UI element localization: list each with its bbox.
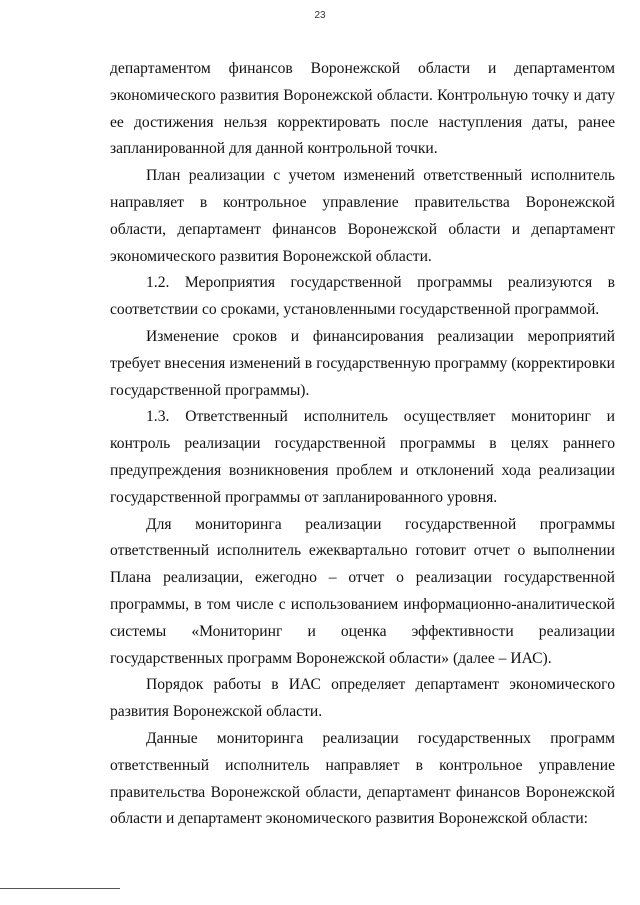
paragraph-3: 1.2. Мероприятия государственной программы реализуются в соответствии со сроками, установленными государственной программой. <box>110 274 615 319</box>
page-number: 23 <box>314 10 326 21</box>
paragraph-6: Для мониторинга реализации государственной программы ответственный исполнитель ежеквартально готовит отчет о выполнении Плана реализации, ежегодно – отчет о реализации государственной программы, в том числе с использованием информационно-аналитической системы «Мониторинг и оценка эффективности реализации государственных программ Воронежской области» (далее – ИАС). <box>110 515 615 667</box>
paragraph-7: Порядок работы в ИАС определяет департамент экономического развития Воронежской области. <box>110 676 615 721</box>
paragraph-5: 1.3. Ответственный исполнитель осуществляет мониторинг и контроль реализации государственной программы в целях раннего предупреждения возникновения проблем и отклонений хода реализации государственной программы от запланированного уровня. <box>110 408 615 506</box>
paragraph-8: Данные мониторинга реализации государственных программ ответственный исполнитель направляет в контрольное управление правительства Воронежской области, департамент финансов Воронежской области и департамент экономического развития Воронежской области: <box>110 729 615 828</box>
footnote-divider <box>0 888 120 889</box>
document-body <box>110 56 615 833</box>
paragraph-2: План реализации с учетом изменений ответственный исполнитель направляет в контрольное управление правительства Воронежской области, департамент финансов Воронежской области и департамент экономического развития Воронежской области. <box>110 167 615 265</box>
paragraph-1: департаментом финансов Воронежской области и департаментом экономического развития Воронежской области. Контрольную точку и дату ее достижения нельзя корректировать после наступления даты, ранее запланированной для данной контрольной точки. <box>110 60 615 158</box>
paragraph-4: Изменение сроков и финансирования реализации мероприятий требует внесения изменений в государственную программу (корректировки государственной программы). <box>110 327 615 399</box>
